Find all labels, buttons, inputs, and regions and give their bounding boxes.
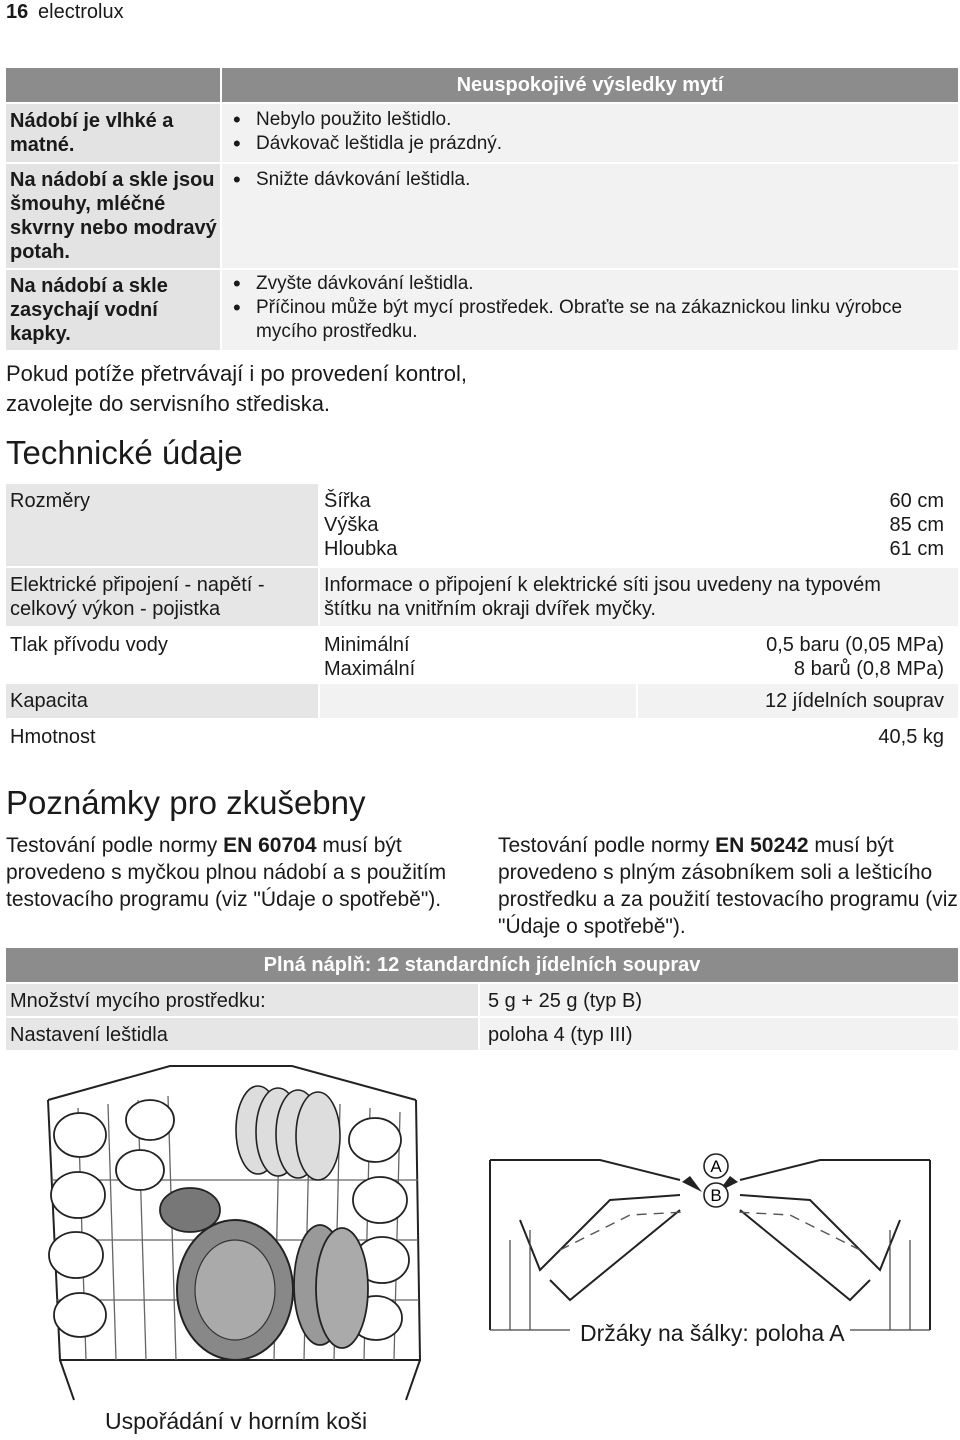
note-text: Testování podle normy — [6, 834, 224, 857]
capacity-value: 12 jídelních souprav — [638, 684, 958, 718]
marker-a-label: A — [710, 1157, 722, 1176]
min-label: Minimální — [324, 634, 410, 656]
cause-item: • Snižte dávkování leštidla. — [222, 168, 958, 192]
upper-basket-caption: Uspořádání v horním koši — [105, 1408, 368, 1434]
note-text: musí být provedeno s plným zásobníkem soli a lešticího prostředku a za použití testovacího programu (viz "Údaje o spotřebě"). — [498, 834, 958, 938]
height-value: 85 cm — [889, 514, 944, 536]
note-text: musí být provedeno s myčkou plnou nádobí a s použitím testovacího programu (viz "Údaje o spotřebě"). — [6, 834, 447, 911]
rinse-label: Nastavení leštidla — [6, 1018, 478, 1050]
table-header-left — [6, 68, 220, 102]
height-label: Výška — [324, 514, 379, 536]
weight-value: 40,5 kg — [638, 720, 958, 754]
brand-name: electrolux — [38, 1, 124, 23]
water-label: Tlak přívodu vody — [6, 628, 318, 682]
cause-item: • Nebylo použito leštidlo. — [222, 108, 958, 132]
detergent-value: 5 g + 25 g (typ B) — [480, 984, 958, 1016]
weight-spacer — [320, 720, 636, 754]
norm-label: EN 50242 — [715, 834, 809, 857]
marker-b-label: B — [710, 1186, 722, 1205]
max-value: 8 barů (0,8 MPa) — [793, 658, 944, 680]
weight-label: Hmotnost — [6, 720, 318, 754]
troubleshoot-heading: Neuspokojivé výsledky mytí — [222, 68, 958, 102]
problem-text: Nádobí je vlhké a matné. — [10, 110, 174, 156]
detergent-label: Množství mycího prostředku: — [6, 984, 478, 1016]
dimensions-values — [638, 484, 958, 566]
max-label: Maximální — [324, 658, 416, 680]
cause-item: • Příčinou může být mycí prostředek. Obraťte se na zákaznickou linku výrobce mycího prostředku. — [222, 296, 918, 344]
cause-cell — [222, 164, 958, 268]
cup-holders-caption: Držáky na šálky: poloha A — [580, 1320, 845, 1346]
water-values — [638, 628, 958, 682]
norm-label: EN 60704 — [223, 834, 317, 857]
problem-cell — [6, 270, 220, 350]
upper-basket-illustration — [30, 1060, 430, 1404]
capacity-label: Kapacita — [6, 684, 318, 718]
depth-value: 61 cm — [889, 538, 944, 560]
dimensions-label: Rozměry — [6, 484, 318, 566]
problem-text: Na nádobí a skle jsou šmouhy, mléčné skvrny nebo modravý potah. — [10, 169, 217, 263]
problem-cell — [6, 104, 220, 162]
cause-list — [222, 164, 958, 192]
min-value: 0,5 baru (0,05 MPa) — [766, 634, 944, 656]
width-label: Šířka — [324, 490, 371, 512]
problem-cell — [6, 164, 220, 268]
dimensions-names — [320, 484, 636, 566]
cause-cell — [222, 104, 958, 162]
depth-label: Hloubka — [324, 538, 398, 560]
cause-item: • Zvyšte dávkování leštidla. — [222, 272, 918, 296]
rinse-value: poloha 4 (typ III) — [480, 1018, 958, 1050]
cause-list — [222, 270, 958, 344]
electric-info: Informace o připojení k elektrické síti jsou uvedeny na typovém štítku na vnitřním okraji dvířek myčky. — [320, 568, 958, 626]
page-number: 16 — [6, 1, 29, 23]
problem-text: Na nádobí a skle zasychají vodní kapky. — [10, 275, 168, 345]
full-load-heading: Plná náplň: 12 standardních jídelních souprav — [6, 948, 958, 982]
section-title-notes: Poznámky pro zkušebny — [6, 784, 366, 821]
cause-cell — [222, 270, 958, 350]
note-text: Testování podle normy — [498, 834, 716, 857]
electric-label: Elektrické připojení - napětí - celkový výkon - pojistka — [6, 568, 318, 626]
water-names — [320, 628, 636, 682]
cause-list — [222, 104, 958, 156]
section-title-tech: Technické údaje — [6, 434, 243, 471]
service-note: Pokud potíže přetrvávají i po provedení kontrol, zavolejte do servisního střediska. — [6, 361, 468, 416]
width-value: 60 cm — [889, 490, 944, 512]
cause-item: • Dávkovač leštidla je prázdný. — [222, 132, 958, 156]
note-en60704 — [6, 832, 468, 913]
note-en50242 — [498, 832, 958, 940]
cup-holders-illustration — [480, 1140, 940, 1336]
capacity-spacer — [320, 684, 636, 718]
